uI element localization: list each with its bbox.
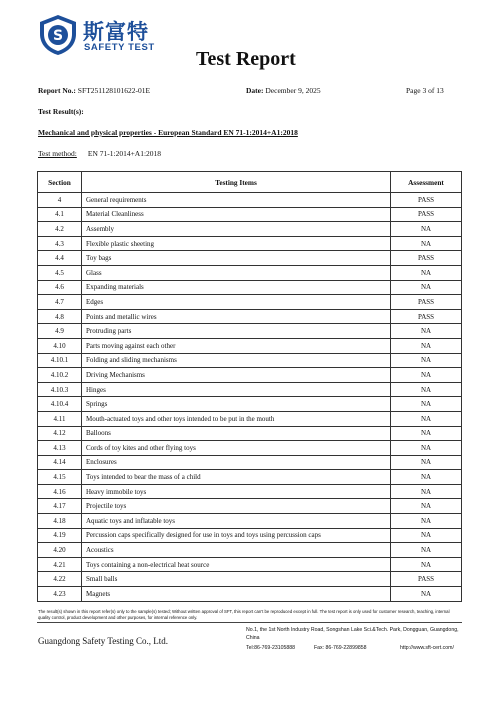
assessment-cell: NA [391, 280, 462, 295]
testing-item-cell: Material Cleanliness [82, 207, 391, 222]
table-row [38, 557, 462, 572]
table-row [38, 222, 462, 237]
report-number-label: Report No.: [38, 86, 76, 95]
assessment-cell: NA [391, 397, 462, 412]
table-row [38, 236, 462, 251]
testing-item-cell: Percussion caps specifically designed for use in toys and toys using percussion caps [82, 528, 391, 543]
section-cell: 4.17 [38, 499, 82, 514]
test-method-label: Test method: [38, 149, 77, 158]
assessment-cell: PASS [391, 207, 462, 222]
section-cell: 4.11 [38, 411, 82, 426]
report-title: Test Report [196, 48, 296, 70]
table-row [38, 587, 462, 602]
testing-item-cell: Assembly [82, 222, 391, 237]
section-cell: 4.8 [38, 309, 82, 324]
report-date [246, 86, 321, 95]
assessment-cell: NA [391, 265, 462, 280]
section-cell: 4.10.4 [38, 397, 82, 412]
section-cell: 4 [38, 193, 82, 208]
section-cell: 4.22 [38, 572, 82, 587]
section-cell: 4.14 [38, 455, 82, 470]
footer-divider [37, 622, 462, 623]
table-row [38, 411, 462, 426]
results-label: Test Result(s): [38, 107, 84, 116]
table-row [38, 470, 462, 485]
assessment-cell: NA [391, 587, 462, 602]
assessment-cell: PASS [391, 251, 462, 266]
table-row [38, 309, 462, 324]
results-table [37, 171, 462, 602]
section-cell: 4.15 [38, 470, 82, 485]
testing-item-cell: Projectile toys [82, 499, 391, 514]
section-cell: 4.3 [38, 236, 82, 251]
testing-item-cell: Toys intended to bear the mass of a child [82, 470, 391, 485]
section-cell: 4.10.1 [38, 353, 82, 368]
testing-item-cell: Flexible plastic sheeting [82, 236, 391, 251]
assessment-cell: NA [391, 411, 462, 426]
section-cell: 4.18 [38, 514, 82, 529]
header-assessment: Assessment [391, 172, 462, 193]
assessment-cell: NA [391, 338, 462, 353]
logo-glyph: S [52, 28, 64, 44]
header-testing-items: Testing Items [82, 172, 391, 193]
brand-name-cn: 斯富特 [83, 20, 149, 44]
section-cell: 4.6 [38, 280, 82, 295]
testing-item-cell: Mouth-actuated toys and other toys intended to be put in the mouth [82, 411, 391, 426]
table-row [38, 514, 462, 529]
section-cell: 4.16 [38, 484, 82, 499]
assessment-cell: NA [391, 455, 462, 470]
testing-item-cell: Heavy immobile toys [82, 484, 391, 499]
table-row [38, 251, 462, 266]
testing-item-cell: Points and metallic wires [82, 309, 391, 324]
section-cell: 4.12 [38, 426, 82, 441]
assessment-cell: NA [391, 236, 462, 251]
testing-item-cell: Parts moving against each other [82, 338, 391, 353]
assessment-cell: NA [391, 382, 462, 397]
footer-disclaimer: The result(s) shown in this report refer(s) only to the sample(s) tested; Without written approval of SFT, this report can't be reproduced except in full. The test report is only used for customer research, teaching, internal quality control, product development and other purposes, for internal reference only. [38, 609, 450, 620]
table-row [38, 441, 462, 456]
testing-item-cell: Protruding parts [82, 324, 391, 339]
testing-item-cell: Hinges [82, 382, 391, 397]
company-tel: Tel:86-769-23105888 [246, 645, 296, 651]
company-logo [37, 14, 167, 56]
section-cell: 4.10 [38, 338, 82, 353]
section-cell: 4.10.2 [38, 368, 82, 383]
table-row [38, 543, 462, 558]
testing-item-cell: Springs [82, 397, 391, 412]
assessment-cell: NA [391, 557, 462, 572]
table-row [38, 397, 462, 412]
section-cell: 4.20 [38, 543, 82, 558]
table-row [38, 295, 462, 310]
testing-item-cell: Toy bags [82, 251, 391, 266]
brand-name-en: SAFETY TEST [84, 42, 155, 53]
company-contact [246, 645, 454, 651]
report-number-value: SFT251128101622-01E [77, 86, 151, 95]
test-method [38, 149, 161, 158]
assessment-cell: NA [391, 324, 462, 339]
testing-item-cell: Magnets [82, 587, 391, 602]
company-web: http://www.sft-cert.com/ [400, 645, 454, 651]
testing-item-cell: Enclosures [82, 455, 391, 470]
report-date-value: December 9, 2025 [265, 86, 321, 95]
table-row [38, 382, 462, 397]
testing-item-cell: Folding and sliding mechanisms [82, 353, 391, 368]
table-row [38, 265, 462, 280]
table-header-row [38, 172, 462, 193]
testing-item-cell: General requirements [82, 193, 391, 208]
section-cell: 4.10.3 [38, 382, 82, 397]
assessment-cell: NA [391, 499, 462, 514]
section-cell: 4.4 [38, 251, 82, 266]
assessment-cell: NA [391, 543, 462, 558]
assessment-cell: NA [391, 528, 462, 543]
assessment-cell: NA [391, 353, 462, 368]
testing-item-cell: Driving Mechanisms [82, 368, 391, 383]
testing-item-cell: Balloons [82, 426, 391, 441]
table-row [38, 338, 462, 353]
testing-item-cell: Acoustics [82, 543, 391, 558]
assessment-cell: PASS [391, 309, 462, 324]
section-cell: 4.5 [38, 265, 82, 280]
assessment-cell: NA [391, 222, 462, 237]
testing-item-cell: Expanding materials [82, 280, 391, 295]
section-cell: 4.2 [38, 222, 82, 237]
shield-logo-icon [37, 14, 79, 56]
company-address: No.1, the 1st North Industry Road, Songshan Lake Sci.&Tech. Park, Dongguan, Guangdong, China [246, 627, 459, 641]
testing-item-cell: Glass [82, 265, 391, 280]
testing-item-cell: Toys containing a non-electrical heat source [82, 557, 391, 572]
company-name: Guangdong Safety Testing Co., Ltd. [38, 636, 168, 646]
report-date-label: Date: [246, 86, 264, 95]
assessment-cell: PASS [391, 295, 462, 310]
company-fax: Fax: 86-769-22899858 [314, 645, 367, 651]
table-row [38, 484, 462, 499]
assessment-cell: NA [391, 426, 462, 441]
table-row [38, 499, 462, 514]
table-row [38, 455, 462, 470]
testing-item-cell: Small balls [82, 572, 391, 587]
table-row [38, 528, 462, 543]
testing-item-cell: Aquatic toys and inflatable toys [82, 514, 391, 529]
section-cell: 4.23 [38, 587, 82, 602]
table-row [38, 324, 462, 339]
assessment-cell: NA [391, 368, 462, 383]
assessment-cell: NA [391, 470, 462, 485]
table-row [38, 368, 462, 383]
header-section: Section [38, 172, 82, 193]
section-cell: 4.7 [38, 295, 82, 310]
table-row [38, 572, 462, 587]
assessment-cell: NA [391, 441, 462, 456]
table-row [38, 207, 462, 222]
page-number: Page 3 of 13 [406, 86, 444, 95]
table-row [38, 426, 462, 441]
test-method-value: EN 71-1:2014+A1:2018 [87, 149, 162, 158]
table-row [38, 193, 462, 208]
assessment-cell: NA [391, 484, 462, 499]
table-row [38, 280, 462, 295]
section-cell: 4.9 [38, 324, 82, 339]
section-cell: 4.19 [38, 528, 82, 543]
section-cell: 4.13 [38, 441, 82, 456]
testing-item-cell: Cords of toy kites and other flying toys [82, 441, 391, 456]
testing-item-cell: Edges [82, 295, 391, 310]
table-row [38, 353, 462, 368]
assessment-cell: PASS [391, 193, 462, 208]
section-cell: 4.21 [38, 557, 82, 572]
section-cell: 4.1 [38, 207, 82, 222]
report-number [38, 86, 150, 95]
standard-title: Mechanical and physical properties - European Standard EN 71-1:2014+A1:2018 [38, 128, 298, 137]
assessment-cell: NA [391, 514, 462, 529]
assessment-cell: PASS [391, 572, 462, 587]
